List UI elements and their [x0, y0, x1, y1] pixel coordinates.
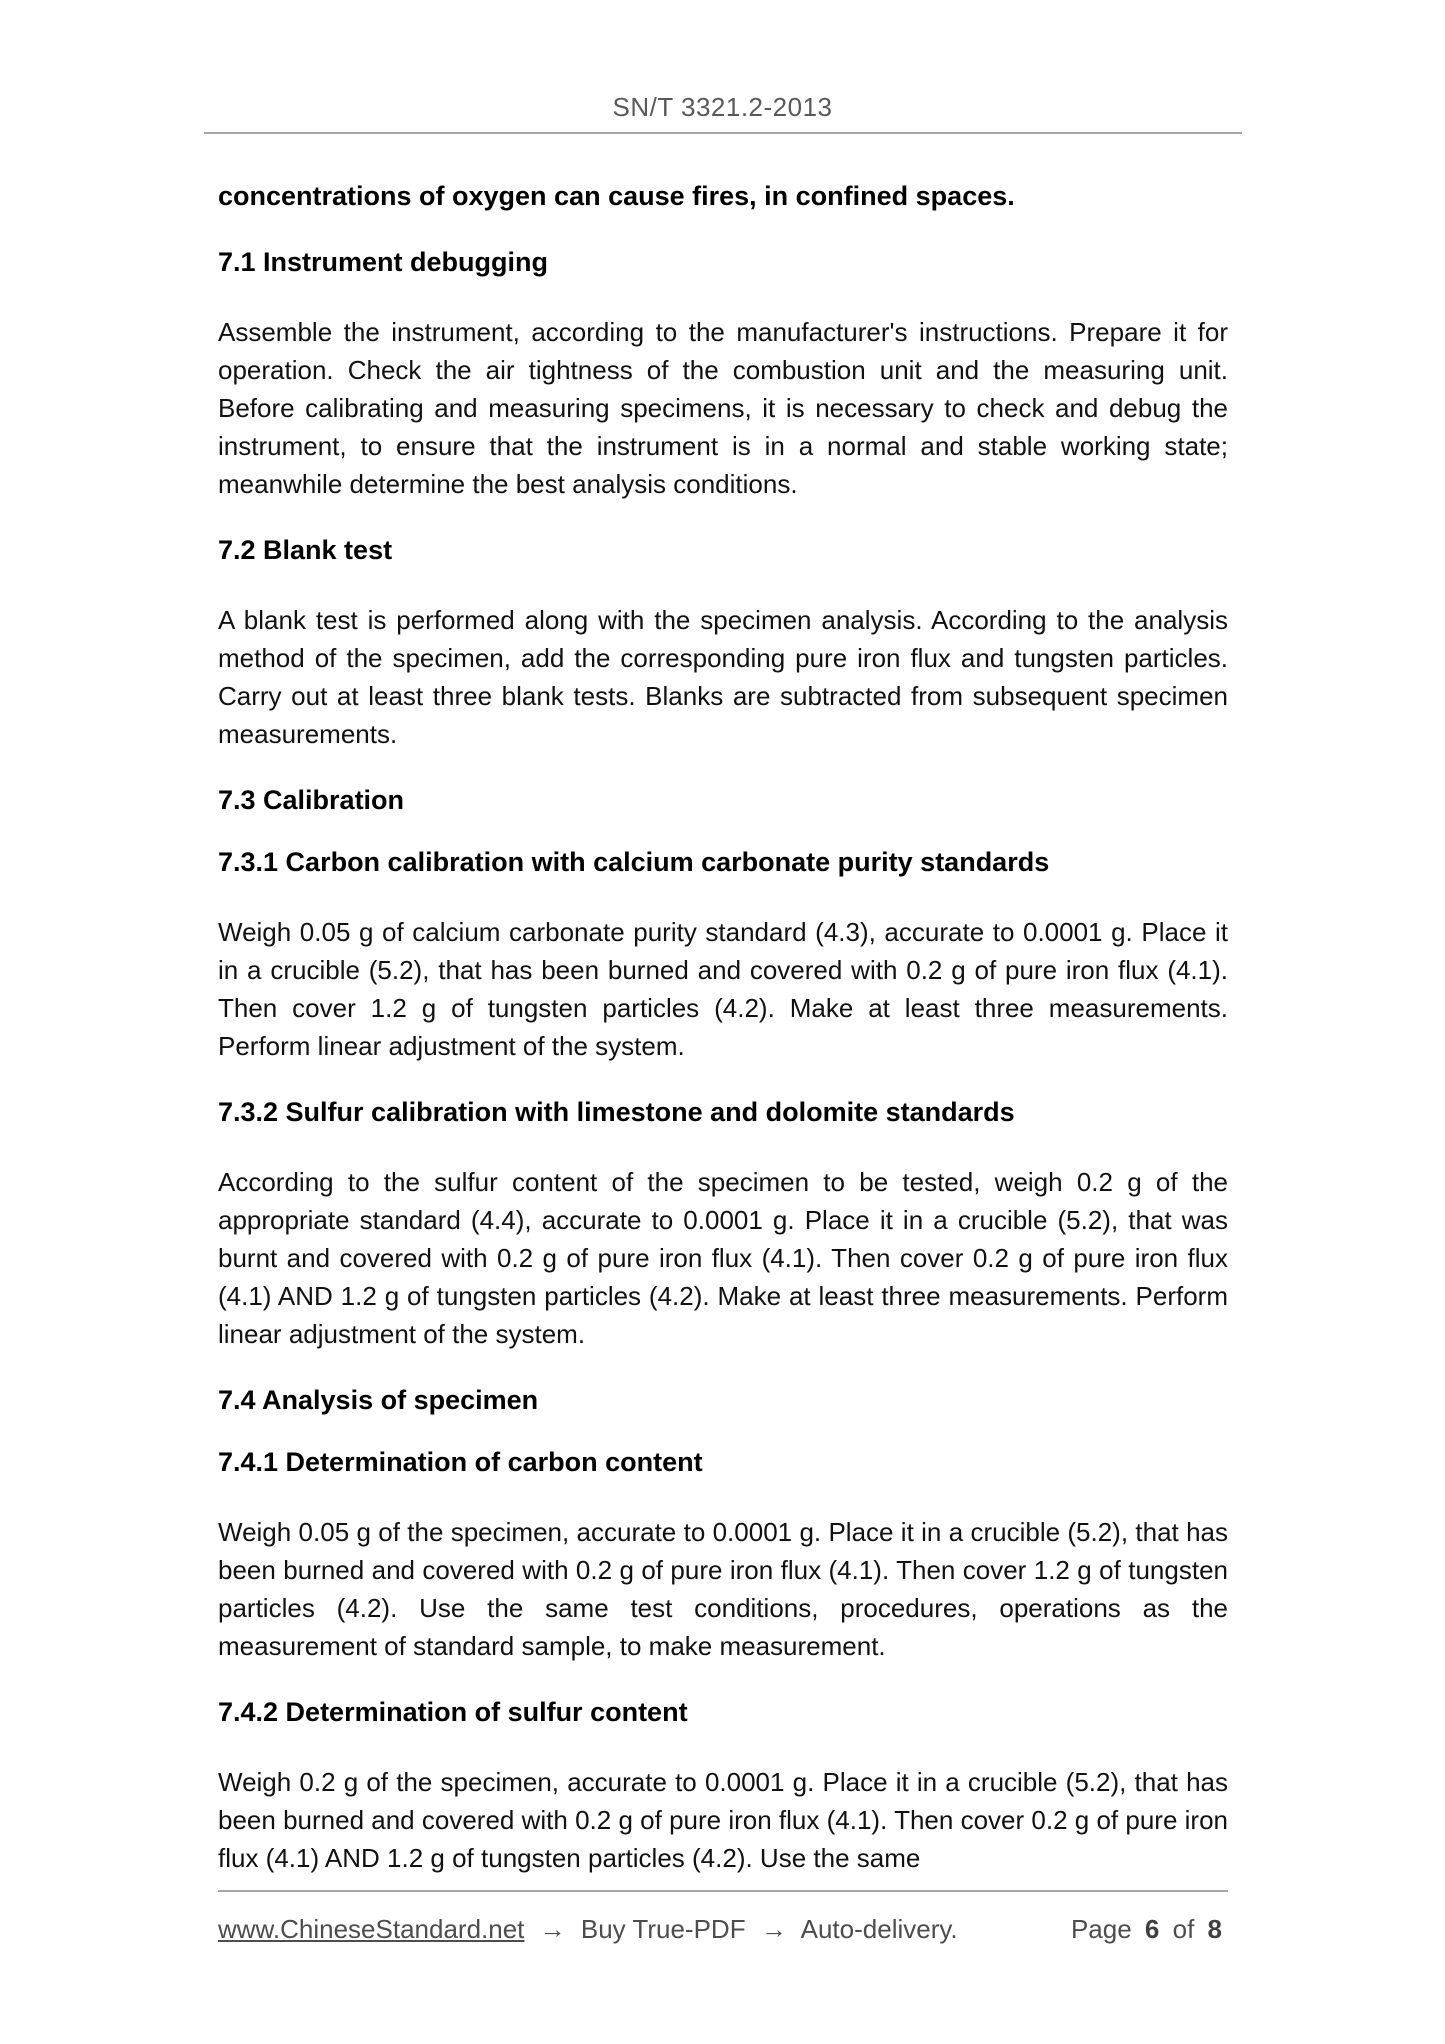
body-paragraph: Weigh 0.05 g of calcium carbonate purity standard (4.3), accurate to 0.0001 g. Place it in a crucible (5.2), that has been burned and covered with 0.2 g of pure iron flux (4.1). Then cover 1.2 g of tungsten particles (4.2). Make at least three measurements. Perform linear adjustment of the system.	[218, 917, 1228, 1061]
body-paragraph: Weigh 0.2 g of the specimen, accurate to 0.0001 g. Place it in a crucible (5.2), that has been burned and covered with 0.2 g of pure iron flux (4.1). Then cover 0.2 g of pure iron flux (4.1) AND 1.2 g of tungsten particles (4.2). Use the same	[218, 1767, 1228, 1873]
body-paragraph: According to the sulfur content of the specimen to be tested, weigh 0.2 g of the appropriate standard (4.4), accurate to 0.0001 g. Place it in a crucible (5.2), that was burnt and covered with 0.2 g of pure iron flux (4.1). Then cover 0.2 g of pure iron flux (4.1) AND 1.2 g of tungsten particles (4.2). Make at least three measurements. Perform linear adjustment of the system.	[218, 1167, 1228, 1349]
section-heading: 7.3 Calibration	[218, 785, 405, 815]
header-divider	[204, 132, 1242, 134]
section-heading: 7.4.1 Determination of carbon content	[218, 1447, 703, 1477]
body-paragraph: Assemble the instrument, according to the manufacturer's instructions. Prepare it for operation. Check the air tightness of the combustion unit and the measuring unit. Before calibrating and measuring specimens, it is necessary to check and debug the instrument, to ensure that the instrument is in a normal and stable working state; meanwhile determine the best analysis conditions.	[218, 317, 1228, 499]
footer-promo	[218, 1914, 958, 1945]
page-indicator	[1071, 1914, 1228, 1945]
document-sections	[218, 243, 1228, 1877]
arrow-icon: →	[760, 1914, 787, 1944]
section-heading: 7.1 Instrument debugging	[218, 247, 549, 277]
section-heading: 7.3.1 Carbon calibration with calcium carbonate purity standards	[218, 847, 1050, 877]
standard-code-header: SN/T 3321.2-2013	[612, 92, 833, 122]
arrow-icon: →	[539, 1914, 566, 1944]
intro-continuation-line: concentrations of oxygen can cause fires, in confined spaces.	[218, 181, 1015, 211]
page-footer	[218, 1914, 1228, 1945]
footer-buy-pdf-text: Buy True-PDF	[580, 1914, 746, 1944]
document-body	[218, 177, 1228, 1877]
section-heading: 7.2 Blank test	[218, 535, 393, 565]
page-label: Page	[1070, 1914, 1132, 1944]
footer-delivery-text: Auto-delivery.	[800, 1914, 958, 1944]
website-link[interactable]: www.ChineseStandard.net	[218, 1914, 525, 1944]
of-label: of	[1172, 1914, 1195, 1944]
body-paragraph: Weigh 0.05 g of the specimen, accurate to 0.0001 g. Place it in a crucible (5.2), that has been burned and covered with 0.2 g of pure iron flux (4.1). Then cover 1.2 g of tungsten particles (4.2). Use the same test conditions, procedures, operations as the measurement of standard sample, to make measurement.	[218, 1517, 1228, 1661]
section-heading: 7.3.2 Sulfur calibration with limestone and dolomite standards	[218, 1097, 1015, 1127]
current-page-number: 6	[1144, 1914, 1160, 1944]
total-page-number: 8	[1207, 1914, 1222, 1944]
section-heading: 7.4.2 Determination of sulfur content	[218, 1697, 688, 1727]
footer-divider	[218, 1890, 1228, 1892]
body-paragraph: A blank test is performed along with the specimen analysis. According to the analysis method of the specimen, add the corresponding pure iron flux and tungsten particles. Carry out at least three blank tests. Blanks are subtracted from subsequent specimen measurements.	[218, 605, 1228, 749]
section-heading: 7.4 Analysis of specimen	[218, 1385, 539, 1415]
